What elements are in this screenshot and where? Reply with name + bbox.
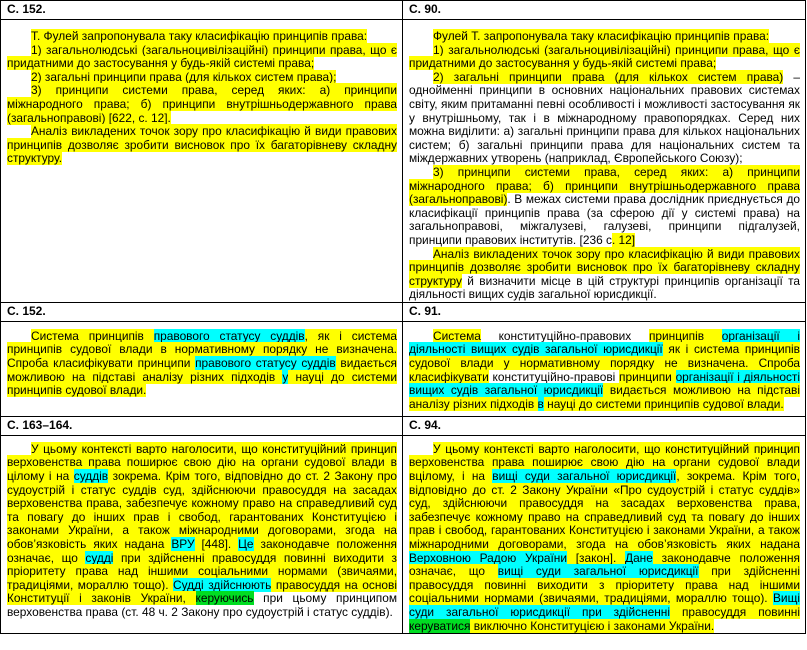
left-text-cell-1	[1, 20, 403, 303]
highlight-yellow: законодавче положення означає, що	[7, 537, 397, 565]
highlight-yellow: при здійсненні правосуддя повинні виходити з пріоритету права над іншими соціальними нормами (звичаями, традиціями, мораллю тощо).	[409, 564, 800, 606]
paragraph	[7, 443, 397, 620]
text-segment: конституційно-правових	[480, 328, 649, 343]
highlight-yellow: , як і система принципів судової влади в нормативному порядку не визначена. Спроба класифікувати принципи	[7, 328, 398, 371]
highlight-cyan: Це	[238, 537, 254, 552]
right-page-ref-2: С. 91.	[403, 302, 806, 321]
paragraph	[409, 30, 800, 44]
paragraph	[409, 166, 800, 248]
left-text-cell-3	[1, 435, 403, 633]
paragraph	[7, 84, 397, 125]
text-segment: . В межах системи права дослідник приєднується до класифікації принципів права (за сферою дії у системі права) на загальноправові, міжгалузеві, галузеві, принципи підгалузей, принципи правових інститутів. [236 с	[409, 192, 800, 247]
highlight-cyan: Верховною Радою України	[409, 550, 567, 565]
paragraph	[409, 71, 800, 166]
highlight-yellow: Система принципів	[31, 328, 154, 343]
highlight-yellow: Система	[433, 328, 481, 343]
highlight-yellow: законодавче положення означає, що	[409, 550, 800, 579]
highlight-yellow: Фулей Т. запропонувала таку класифікацію принципів права:	[433, 29, 770, 43]
highlight-yellow: видається можливою на підставі аналізу різних підходів	[7, 356, 397, 384]
highlight-yellow: [448].	[194, 537, 239, 552]
left-page-ref-1: С. 152.	[1, 1, 403, 20]
highlight-yellow: , зокрема. Крім того, відповідно до ст. 2 Закону України «Про судоустрій і статус суддів» суд, здійснюючи правосуддя на засадах верховенства права, забезпечує кожному право на справедливий суд та повагу до інших прав і свобод, гарантованих Конституцією і законами України, а також міжнародними договорами, згода на обов’язковість яких надана	[409, 469, 800, 552]
highlight-cyan: правового статусу суддів	[153, 328, 305, 343]
table-row-text-3	[1, 435, 806, 633]
highlight-cyan: Судді здійснюють	[173, 577, 272, 592]
highlight-cyan: Вищі суди загальної юрисдикції при здійсненні	[409, 591, 800, 619]
text-segment: – однойменні принципи в основних національних правових системах світу, яким притаманні певні особливості і можливості застосування як у внутрішньому, так і в міжнародному правопорядках. Серед них можна виділити: а) загальні принципи права для кількох національних систем; б) загальні принципи права для національних систем та міждержавних утворень (наприклад, Європейського Союзу);	[409, 69, 800, 166]
paragraph	[409, 330, 800, 412]
highlight-yellow: У цьому контексті варто наголосити, що конституційний принцип верховенства права поширює свою дію на органи судової влади вцілому, і на	[409, 441, 800, 484]
highlight-cyan: Дане	[625, 550, 653, 565]
highlight-yellow: при здійсненні правосуддя повинні виходити з пріоритету права над іншими соціальними нормами (звичаями, традиціями, мораллю тощо).	[7, 550, 397, 592]
highlight-green: керуючись	[195, 591, 254, 606]
highlight-yellow: 3) принципи системи права, серед яких: а) принципи міжнародного права; б) принципи внутрішньодержавного права (загальноправові) [622, с. 12].	[7, 83, 397, 125]
right-text-cell-2	[403, 321, 806, 416]
right-text-cell-1	[403, 20, 806, 303]
highlight-cyan: організації і діяльності вищих судів загальної юрисдикції	[409, 369, 800, 398]
paragraph	[7, 125, 397, 166]
highlight-yellow: 2) загальні принципи права (для кількох систем права)	[433, 69, 784, 84]
right-text-cell-3	[403, 435, 806, 633]
paragraph	[7, 330, 397, 398]
highlight-yellow: 1) загальнолюдські (загальноцивілізаційні) принципи права, що є придатними до застосування у будь-якій системі права;	[7, 42, 397, 71]
highlight-green: керуватися	[409, 618, 471, 633]
paragraph	[7, 71, 397, 85]
text-segment: й визначити місце в цій структурі принципів організації та діяльності вищих судів загальної юрисдикції.	[409, 273, 800, 302]
highlight-yellow: У цьому контексті варто наголосити, що конституційний принцип верховенства права поширює свою дію на органи судової влади в цілому і на	[7, 441, 397, 484]
table-row-header-3	[1, 416, 806, 435]
highlight-cyan: у	[282, 369, 289, 384]
highlight-yellow: 1) загальнолюдські (загальноцивілізаційні) принципи права, що є придатними до застосування у будь-якій системі права;	[409, 42, 800, 71]
highlight-cyan: ВРУ	[171, 537, 195, 552]
paragraph	[409, 44, 800, 71]
left-page-ref-2: С. 152.	[1, 302, 403, 321]
highlight-yellow: видається можливою на підставі аналізу різних підходів	[409, 383, 800, 411]
highlight-yellow: Аналіз викладених точок зору про класифікацію й види правових принципів дозволяє зробити висновок про їх багаторівневу складну структуру.	[7, 124, 397, 166]
highlight-yellow: . 12]	[611, 232, 636, 247]
paragraph	[409, 248, 800, 302]
highlight-yellow: Аналіз викладених точок зору про класифікацію й види правових принципів дозволяє зробити висновок про їх багаторівневу складну структуру	[409, 246, 800, 288]
right-page-ref-3: С. 94.	[403, 416, 806, 435]
highlight-yellow: зокрема. Крім того, відповідно до ст. 2 Закону про судоустрій і статус суддів суд, здійснюючи правосуддя на засадах верховенства права, забезпечує кожному право на справедливий суд та повагу до інших прав і свобод, гарантованих Конституцією і законами України, а також міжнародними договорами, згода на обов’язковість яких надана	[7, 469, 398, 552]
left-page-ref-3: С. 163–164.	[1, 416, 403, 435]
highlight-yellow: виключно Конституцією і законами України.	[470, 618, 715, 633]
paragraph	[7, 30, 397, 44]
left-text-cell-2	[1, 321, 403, 416]
highlight-yellow: правосуддя повинні	[670, 605, 800, 619]
paragraph	[7, 44, 397, 71]
highlight-cyan: суддів	[73, 469, 109, 484]
highlight-cyan: в	[537, 396, 544, 411]
text-segment: конституційно-правові	[488, 369, 620, 384]
highlight-yellow: [закон].	[566, 550, 626, 565]
paragraph	[409, 443, 800, 633]
highlight-yellow: принципів	[648, 328, 722, 343]
highlight-yellow: науці до системи принципів судової влади.	[543, 396, 784, 411]
table-row-text-2	[1, 321, 806, 416]
highlight-cyan: вищі суди загальної юрисдикції	[497, 564, 699, 579]
highlight-yellow: принципи	[619, 369, 676, 384]
table-row-header-2	[1, 302, 806, 321]
text-segment: при цьому принципом верховенства права (ст. 48 ч. 2 Закону про судоустрій і статус суддів).	[7, 591, 397, 619]
highlight-yellow: 2) загальні принципи права (для кількох систем права);	[31, 69, 337, 84]
highlight-yellow: 3) принципи системи права, серед яких: а) принципи міжнародного права; б) принципи внутрішньодержавного права (загальноправові)	[409, 164, 800, 207]
highlight-cyan: вищі суди загальної юрисдикції	[492, 469, 677, 484]
table-row-header-1	[1, 1, 806, 20]
highlight-yellow: правосуддя на основі Конституції і законів України,	[7, 577, 397, 606]
highlight-cyan: правового статусу суддів	[195, 356, 336, 371]
right-page-ref-1: С. 90.	[403, 1, 806, 20]
highlight-yellow: як і система принципів судової влади у нормативному порядку не визначена. Спроба класифікувати	[409, 342, 800, 384]
highlight-yellow: науці до системи принципів судової влади.	[7, 369, 398, 398]
table-row-text-1	[1, 20, 806, 303]
highlight-cyan: судді	[85, 550, 114, 565]
highlight-yellow: Т. Фулей запропонувала таку класифікацію принципів права:	[31, 29, 368, 43]
highlight-cyan: організації і діяльності вищих судів загальної юрисдикції	[409, 328, 801, 357]
